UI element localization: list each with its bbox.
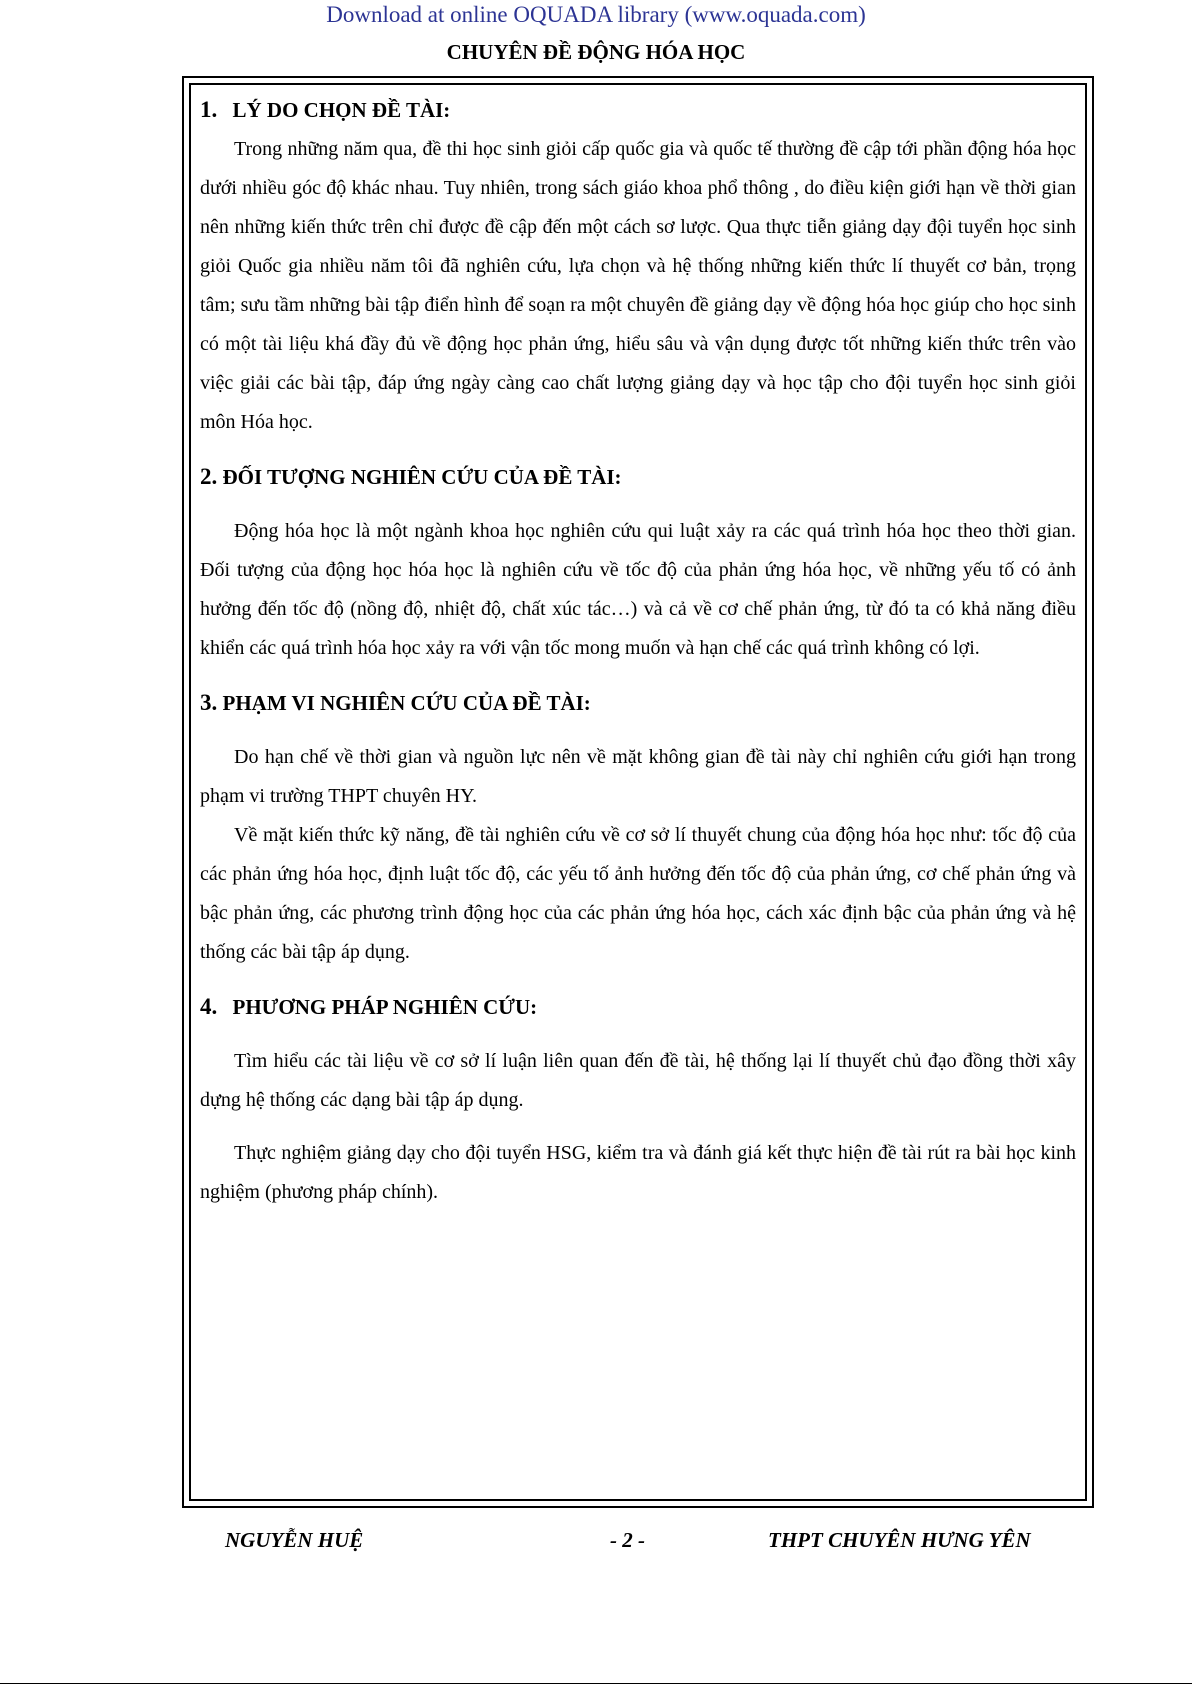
section-2-title: ĐỐI TƯỢNG NGHIÊN CỨU CỦA ĐỀ TÀI: <box>222 465 622 489</box>
section-3-heading <box>200 683 1076 723</box>
document-title: CHUYÊN ĐỀ ĐỘNG HÓA HỌC <box>446 40 746 64</box>
section-4-title: PHƯƠNG PHÁP NGHIÊN CỨU: <box>232 995 538 1019</box>
section-2-heading <box>200 457 1076 497</box>
download-source-line[interactable]: Download at online OQUADA library (www.oquada.com) <box>326 2 866 27</box>
section-2-number: 2. <box>200 464 218 489</box>
section-1-heading <box>200 90 1076 130</box>
footer-author: NGUYỄN HUỆ <box>225 1528 364 1552</box>
section-1-paragraph-1: Trong những năm qua, đề thi học sinh giỏi cấp quốc gia và quốc tế thường đề cập tới phần động hóa học dưới nhiều góc độ khác nhau. Tuy nhiên, trong sách giáo khoa phổ thông , do điều kiện giới hạn về thời gian nên những kiến thức trên chỉ được đề cập đến một cách sơ lược. Qua thực tiễn giảng dạy đội tuyển học sinh giỏi Quốc gia nhiều năm tôi đã nghiên cứu, lựa chọn và hệ thống những kiến thức lí thuyết cơ bản, trọng tâm; sưu tầm những bài tập điển hình để soạn ra một chuyên đề giảng dạy về động hóa học giúp cho học sinh có một tài liệu khá đầy đủ về động học phản ứng, hiểu sâu và vận dụng được tốt những kiến thức trên vào việc giải các bài tập, đáp ứng ngày càng cao chất lượng giảng dạy và học tập cho đội tuyển học sinh giỏi môn Hóa học. <box>200 138 1076 433</box>
document-body <box>200 90 1076 1212</box>
section-3-paragraph-1: Do hạn chế về thời gian và nguồn lực nên về mặt không gian đề tài này chỉ nghiên cứu giới hạn trong phạm vi trường THPT chuyên HY. <box>200 746 1076 807</box>
section-3-number: 3. <box>200 690 218 715</box>
section-4-heading <box>200 987 1076 1027</box>
footer-school: THPT CHUYÊN HƯNG YÊN <box>768 1528 1031 1552</box>
section-4-paragraph-2: Thực nghiệm giảng dạy cho đội tuyển HSG, kiểm tra và đánh giá kết thực hiện đề tài rút ra bài học kinh nghiệm (phương pháp chính). <box>200 1142 1076 1203</box>
section-2-paragraph-1: Động hóa học là một ngành khoa học nghiên cứu qui luật xảy ra các quá trình hóa học theo thời gian. Đối tượng của động học hóa học là nghiên cứu về tốc độ của phản ứng hóa học, về những yếu tố có ảnh hưởng đến tốc độ (nồng độ, nhiệt độ, chất xúc tác…) và cả về cơ chế phản ứng, từ đó ta có khả năng điều khiển các quá trình hóa học xảy ra với vận tốc mong muốn và hạn chế các quá trình không có lợi. <box>200 520 1076 659</box>
section-1-number: 1. <box>200 97 218 122</box>
footer-page-number: - 2 - <box>610 1528 645 1552</box>
bottom-edge-rule <box>0 1683 1192 1684</box>
section-4-paragraph-1: Tìm hiểu các tài liệu về cơ sở lí luận liên quan đến đề tài, hệ thống lại lí thuyết chủ đạo đồng thời xây dựng hệ thống các dạng bài tập áp dụng. <box>200 1050 1076 1111</box>
section-4-number: 4. <box>200 994 218 1019</box>
section-3-title: PHẠM VI NGHIÊN CỨU CỦA ĐỀ TÀI: <box>222 691 591 715</box>
section-1-title: LÝ DO CHỌN ĐỀ TÀI: <box>232 98 451 122</box>
section-3-paragraph-2: Về mặt kiến thức kỹ năng, đề tài nghiên cứu về cơ sở lí thuyết chung của động hóa học như: tốc độ của các phản ứng hóa học, định luật tốc độ, các yếu tố ảnh hưởng đến tốc độ của phản ứng, cơ chế phản ứng và bậc phản ứng, các phương trình động học của các phản ứng hóa học, cách xác định bậc của phản ứng và hệ thống các bài tập áp dụng. <box>200 824 1076 963</box>
